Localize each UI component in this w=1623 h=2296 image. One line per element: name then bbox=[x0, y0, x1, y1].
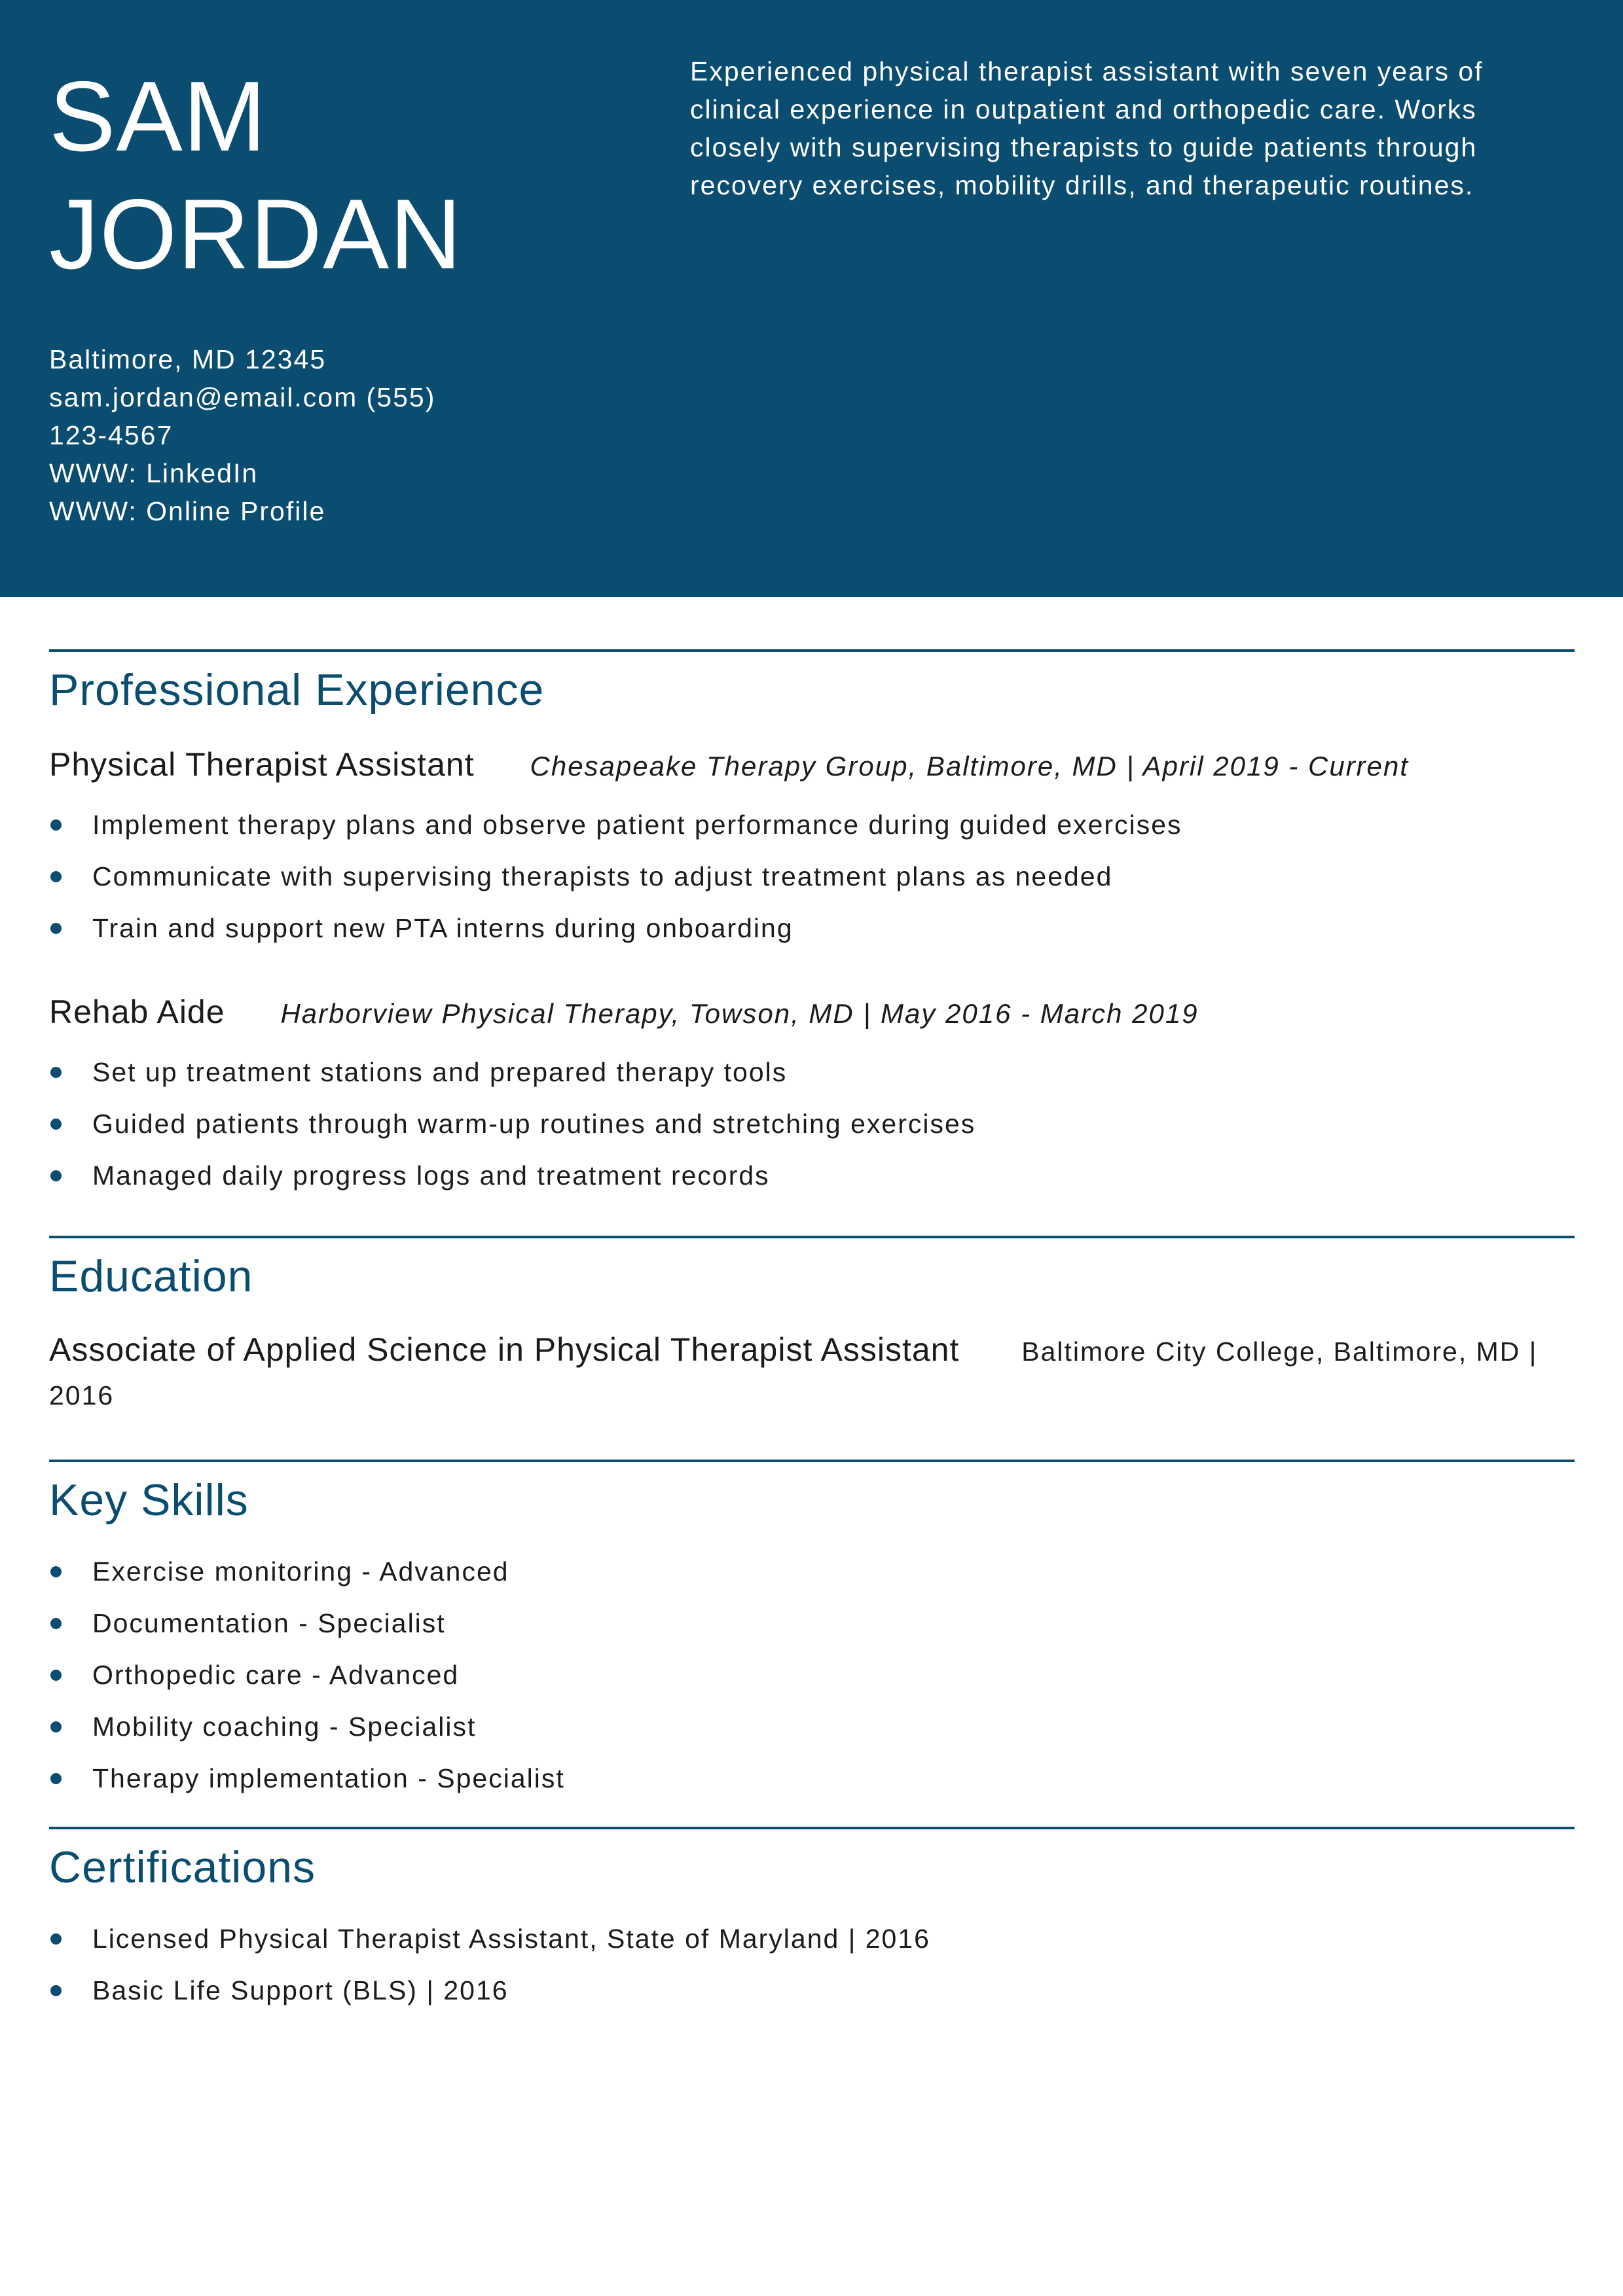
bullet-text: Managed daily progress logs and treatment records bbox=[92, 1160, 770, 1191]
skills-heading: Key Skills bbox=[49, 1475, 249, 1525]
skills-list bbox=[49, 1546, 1575, 1804]
job-title: Physical Therapist Assistant bbox=[49, 746, 475, 783]
bullet-dot-icon bbox=[50, 1618, 62, 1629]
job-meta: Chesapeake Therapy Group, Baltimore, MD | April 2019 - Current bbox=[530, 751, 1410, 781]
skill-text: Exercise monitoring - Advanced bbox=[92, 1556, 509, 1587]
bullet-text: Train and support new PTA interns during onboarding bbox=[92, 913, 793, 943]
list-item bbox=[49, 1701, 1575, 1753]
bullet-dot-icon bbox=[50, 1119, 62, 1130]
education-degree: Associate of Applied Science in Physical Therapist Assistant bbox=[49, 1331, 960, 1368]
job-meta: Harborview Physical Therapy, Towson, MD | May 2016 - March 2019 bbox=[280, 998, 1199, 1029]
skill-text: Documentation - Specialist bbox=[92, 1608, 446, 1638]
job-header bbox=[49, 744, 1575, 787]
certification-text: Licensed Physical Therapist Assistant, State of Maryland | 2016 bbox=[92, 1924, 930, 1954]
list-item bbox=[49, 1047, 1575, 1098]
list-item bbox=[49, 851, 1575, 903]
job-bullets bbox=[49, 799, 1575, 954]
bullet-text: Communicate with supervising therapists to adjust treatment plans as needed bbox=[92, 861, 1113, 891]
experience-section bbox=[49, 649, 1575, 1202]
education-heading: Education bbox=[49, 1251, 253, 1301]
bullet-dot-icon bbox=[50, 1985, 62, 1996]
bullet-dot-icon bbox=[50, 819, 62, 831]
bullet-text: Guided patients through warm-up routines and stretching exercises bbox=[92, 1109, 976, 1139]
bullet-text: Set up treatment stations and prepared therapy tools bbox=[92, 1057, 788, 1087]
skills-section bbox=[49, 1460, 1575, 1804]
skill-text: Mobility coaching - Specialist bbox=[92, 1712, 477, 1742]
list-item bbox=[49, 1753, 1575, 1804]
name-first: SAM bbox=[49, 61, 267, 172]
bullet-dot-icon bbox=[50, 1933, 62, 1945]
skill-text: Therapy implementation - Specialist bbox=[92, 1763, 565, 1793]
education-entry bbox=[49, 1329, 1575, 1416]
certifications-heading: Certifications bbox=[49, 1842, 316, 1892]
job-title: Rehab Aide bbox=[49, 994, 225, 1030]
list-item bbox=[49, 799, 1575, 851]
list-item bbox=[49, 1546, 1575, 1598]
contact-linkedin-link[interactable]: WWW: LinkedIn bbox=[49, 458, 259, 488]
contact-profile-link[interactable]: WWW: Online Profile bbox=[49, 496, 326, 526]
contact-email-phone[interactable]: sam.jordan@email.com (555) 123-4567 bbox=[49, 382, 436, 450]
resume-body bbox=[49, 649, 1575, 2017]
list-item bbox=[49, 1649, 1575, 1701]
experience-heading: Professional Experience bbox=[49, 665, 545, 715]
bullet-dot-icon bbox=[50, 1566, 62, 1577]
education-section bbox=[49, 1236, 1575, 1416]
header-banner bbox=[0, 0, 1623, 597]
education-meta: Baltimore City College, Baltimore, MD | 2016 bbox=[49, 1336, 1538, 1410]
contact-address: Baltimore, MD 12345 bbox=[49, 344, 327, 374]
job-bullets bbox=[49, 1047, 1575, 1202]
professional-summary: Experienced physical therapist assistant with seven years of clinical experience in outpatient and orthopedic care. Works closely with supervising therapists to guide patients through recovery exercises, mobility drills, and therapeutic routines. bbox=[690, 56, 1484, 200]
list-item bbox=[49, 1913, 1575, 1965]
certifications-list bbox=[49, 1913, 1575, 2017]
certification-text: Basic Life Support (BLS) | 2016 bbox=[92, 1975, 509, 2005]
bullet-dot-icon bbox=[50, 1721, 62, 1732]
list-item bbox=[49, 1150, 1575, 1202]
list-item bbox=[49, 1965, 1575, 2017]
bullet-text: Implement therapy plans and observe patient performance during guided exercises bbox=[92, 810, 1182, 840]
list-item bbox=[49, 903, 1575, 954]
bullet-dot-icon bbox=[50, 871, 62, 882]
list-item bbox=[49, 1598, 1575, 1649]
bullet-dot-icon bbox=[50, 1170, 62, 1181]
name-last: JORDAN bbox=[49, 179, 462, 290]
bullet-dot-icon bbox=[50, 923, 62, 934]
bullet-dot-icon bbox=[50, 1067, 62, 1078]
contact-info bbox=[49, 340, 494, 530]
job-header bbox=[49, 991, 1575, 1035]
bullet-dot-icon bbox=[50, 1773, 62, 1784]
list-item bbox=[49, 1098, 1575, 1150]
certifications-section bbox=[49, 1827, 1575, 2017]
skill-text: Orthopedic care - Advanced bbox=[92, 1660, 460, 1690]
bullet-dot-icon bbox=[50, 1670, 62, 1681]
candidate-name bbox=[49, 58, 462, 293]
